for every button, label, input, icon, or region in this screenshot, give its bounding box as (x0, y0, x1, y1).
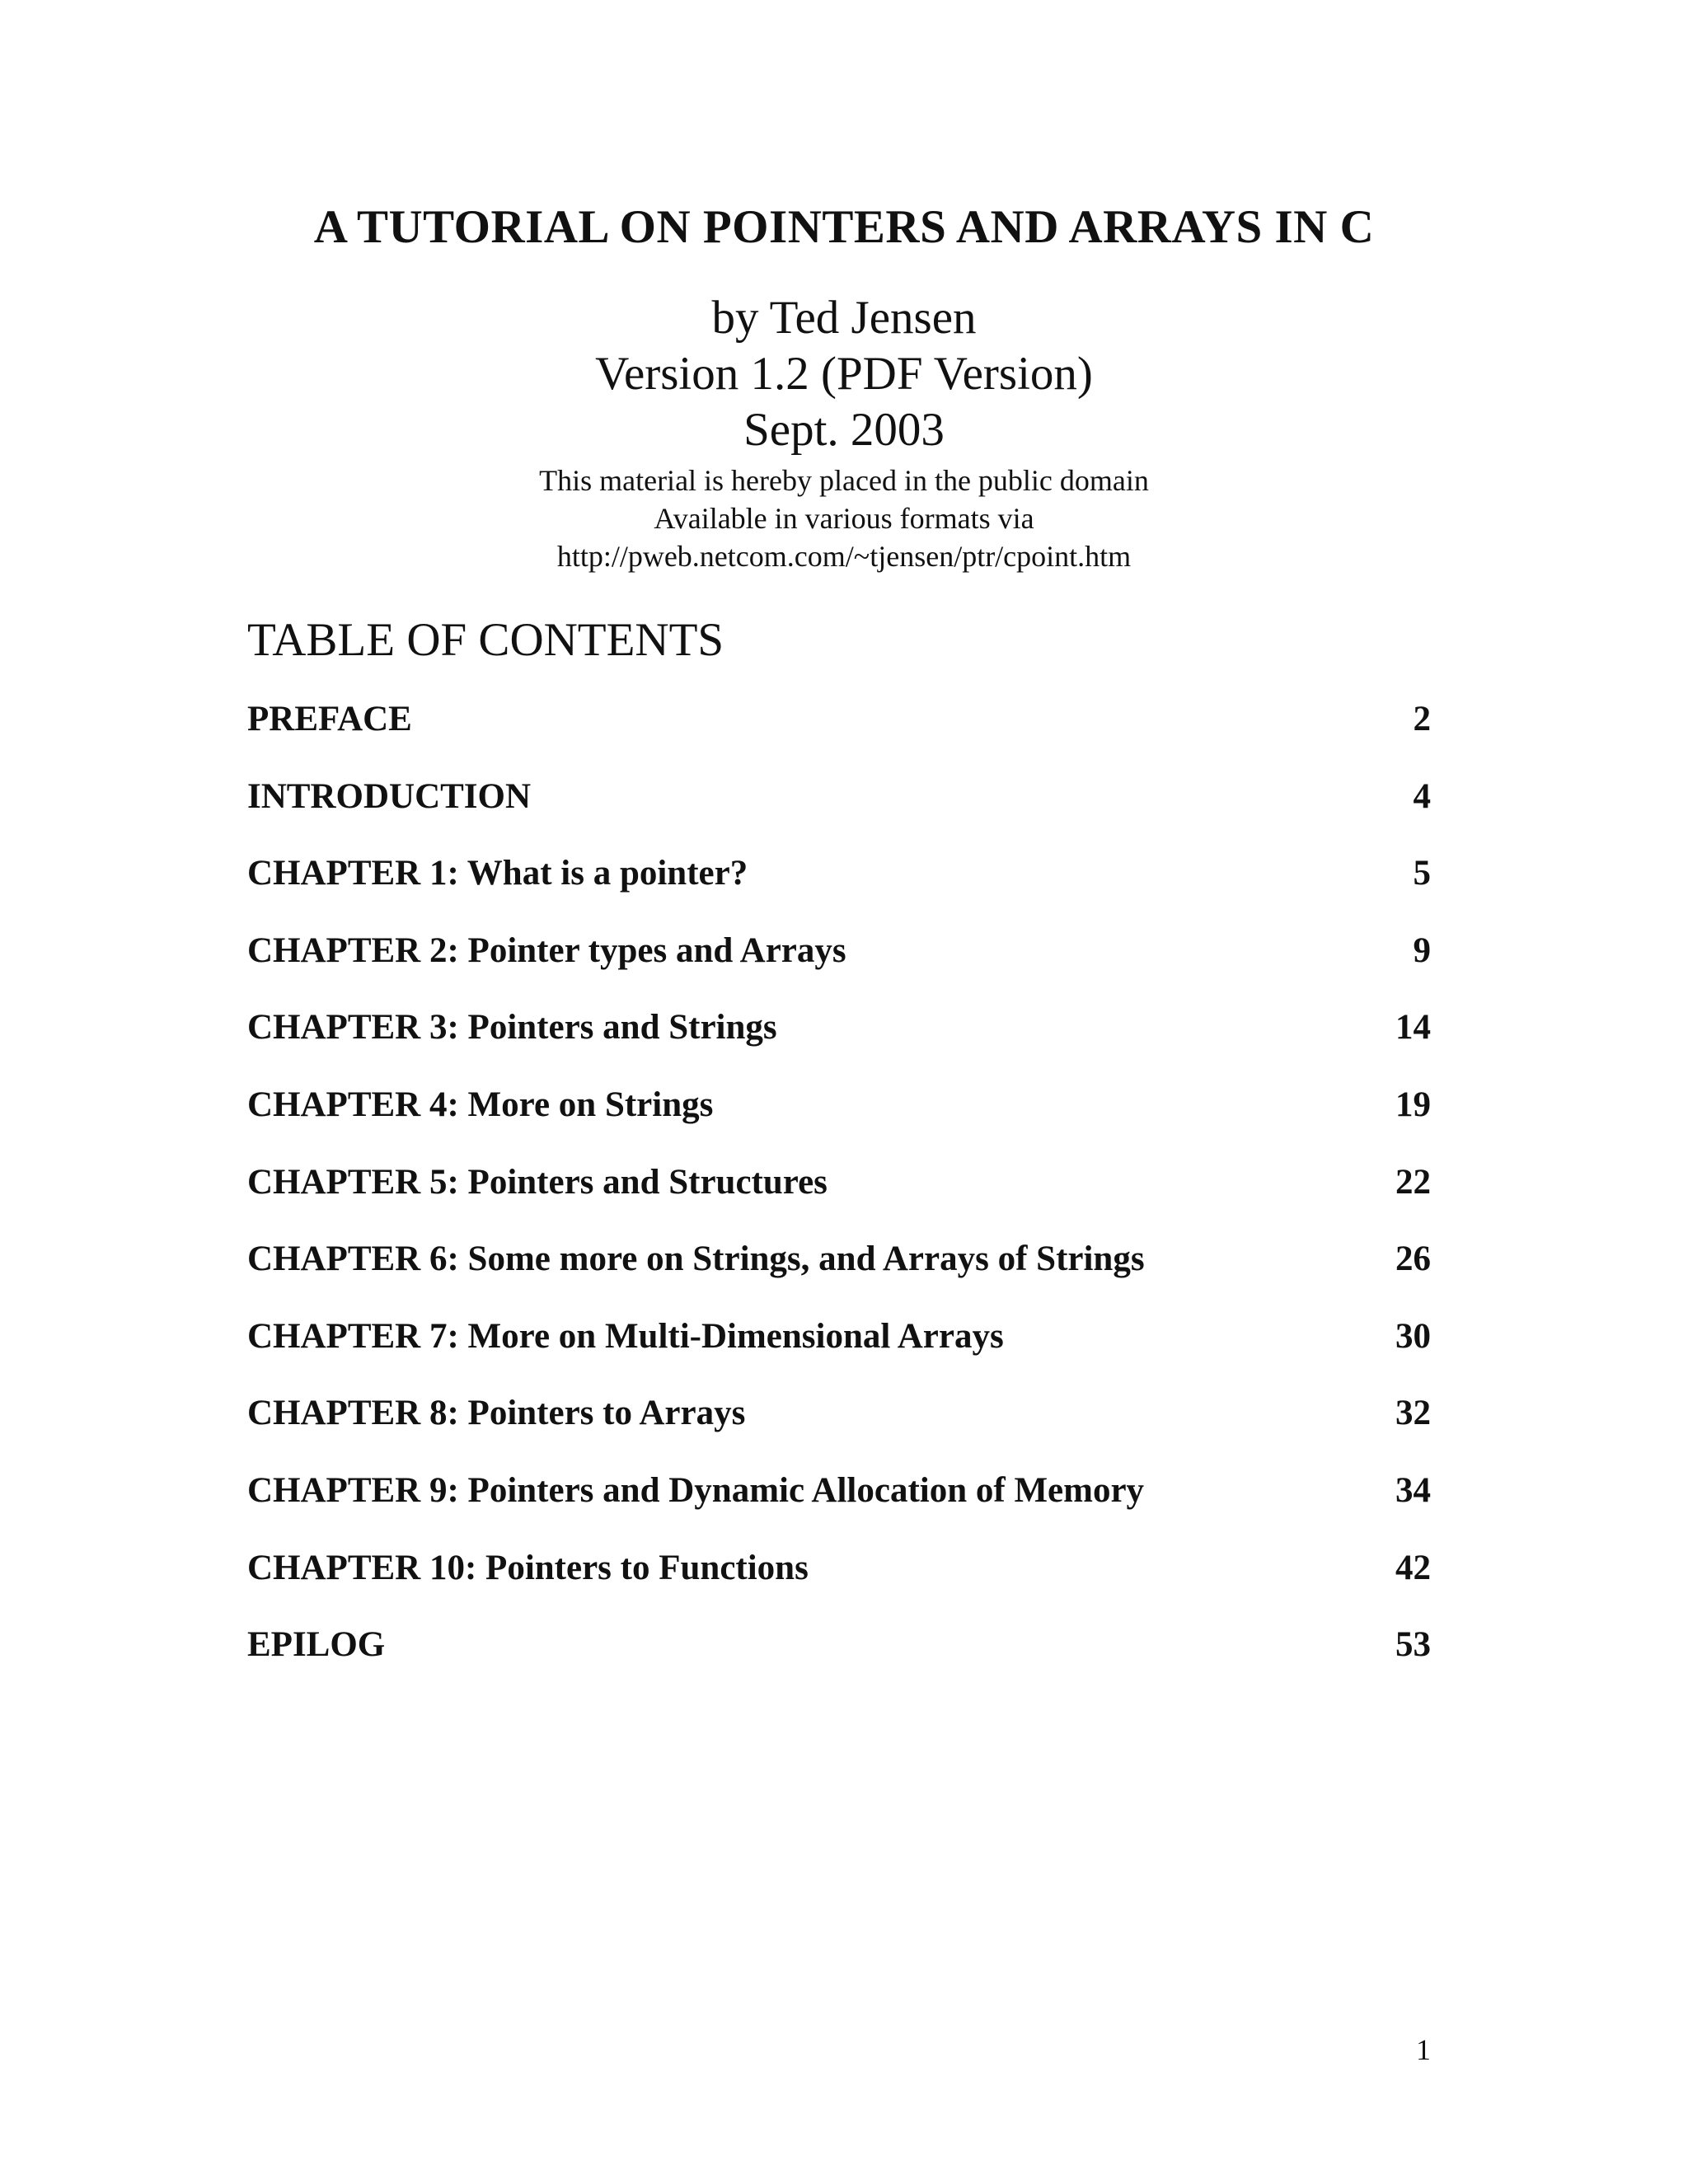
toc-entry-label: CHAPTER 5: Pointers and Structures (247, 1162, 828, 1202)
toc-entry-label: CHAPTER 4: More on Strings (247, 1085, 714, 1124)
public-domain-notice: This material is hereby placed in the public domain (539, 464, 1149, 497)
toc-entry-label: CHAPTER 6: Some more on Strings, and Arrays of Strings (247, 1240, 1145, 1279)
toc-entry-label: EPILOG (247, 1625, 386, 1665)
toc-entry-page: 9 (1413, 930, 1431, 970)
author-line: by Ted Jensen (711, 292, 977, 344)
toc-entry-label: PREFACE (247, 700, 412, 738)
date-line: Sept. 2003 (743, 404, 945, 456)
toc-heading: TABLE OF CONTENTS (247, 614, 724, 666)
page-number: 1 (1416, 2033, 1431, 2066)
toc-entry-epilog (247, 1623, 1431, 1700)
toc-entry-label: INTRODUCTION (247, 776, 532, 816)
toc-entry-page: 2 (1413, 700, 1431, 738)
toc-entry-page: 4 (1413, 776, 1431, 816)
toc-entry-page: 26 (1395, 1240, 1431, 1279)
toc-entry-label: CHAPTER 1: What is a pointer? (247, 854, 748, 893)
toc-entry-label: CHAPTER 3: Pointers and Strings (247, 1008, 777, 1047)
toc-entry-chapter-4 (247, 1083, 1431, 1160)
toc-entry-chapter-1 (247, 851, 1431, 929)
toc-entry-page: 22 (1395, 1162, 1431, 1202)
toc-entry-chapter-3 (247, 1005, 1431, 1083)
toc-entry-page: 14 (1395, 1008, 1431, 1047)
toc-entry-introduction (247, 775, 1431, 852)
toc-entry-page: 34 (1395, 1470, 1431, 1510)
source-url: http://pweb.netcom.com/~tjensen/ptr/cpoint.htm (556, 540, 1132, 573)
toc-entry-chapter-9 (247, 1469, 1431, 1546)
toc-entry-page: 53 (1395, 1625, 1431, 1665)
toc-entry-page: 19 (1395, 1085, 1431, 1124)
toc-entry-label: CHAPTER 8: Pointers to Arrays (247, 1394, 746, 1433)
availability-notice: Available in various formats via (654, 502, 1034, 535)
toc-entry-label: CHAPTER 2: Pointer types and Arrays (247, 930, 846, 970)
table-of-contents (247, 697, 1431, 1700)
toc-entry-label: CHAPTER 7: More on Multi-Dimensional Arrays (247, 1316, 1004, 1356)
toc-entry-page: 42 (1395, 1548, 1431, 1587)
toc-entry-label: CHAPTER 9: Pointers and Dynamic Allocation of Memory (247, 1470, 1145, 1510)
toc-entry-preface (247, 697, 1431, 775)
toc-entry-page: 30 (1395, 1316, 1431, 1356)
toc-entry-chapter-10 (247, 1546, 1431, 1624)
document-title: A TUTORIAL ON POINTERS AND ARRAYS IN C (313, 201, 1375, 253)
toc-entry-chapter-2 (247, 929, 1431, 1006)
toc-entry-chapter-6 (247, 1237, 1431, 1315)
version-line: Version 1.2 (PDF Version) (595, 348, 1093, 400)
toc-entry-page: 5 (1413, 854, 1431, 893)
toc-entry-chapter-8 (247, 1391, 1431, 1469)
toc-entry-chapter-7 (247, 1315, 1431, 1392)
toc-entry-label: CHAPTER 10: Pointers to Functions (247, 1548, 809, 1587)
toc-entry-page: 32 (1395, 1394, 1431, 1433)
toc-entry-chapter-5 (247, 1160, 1431, 1238)
